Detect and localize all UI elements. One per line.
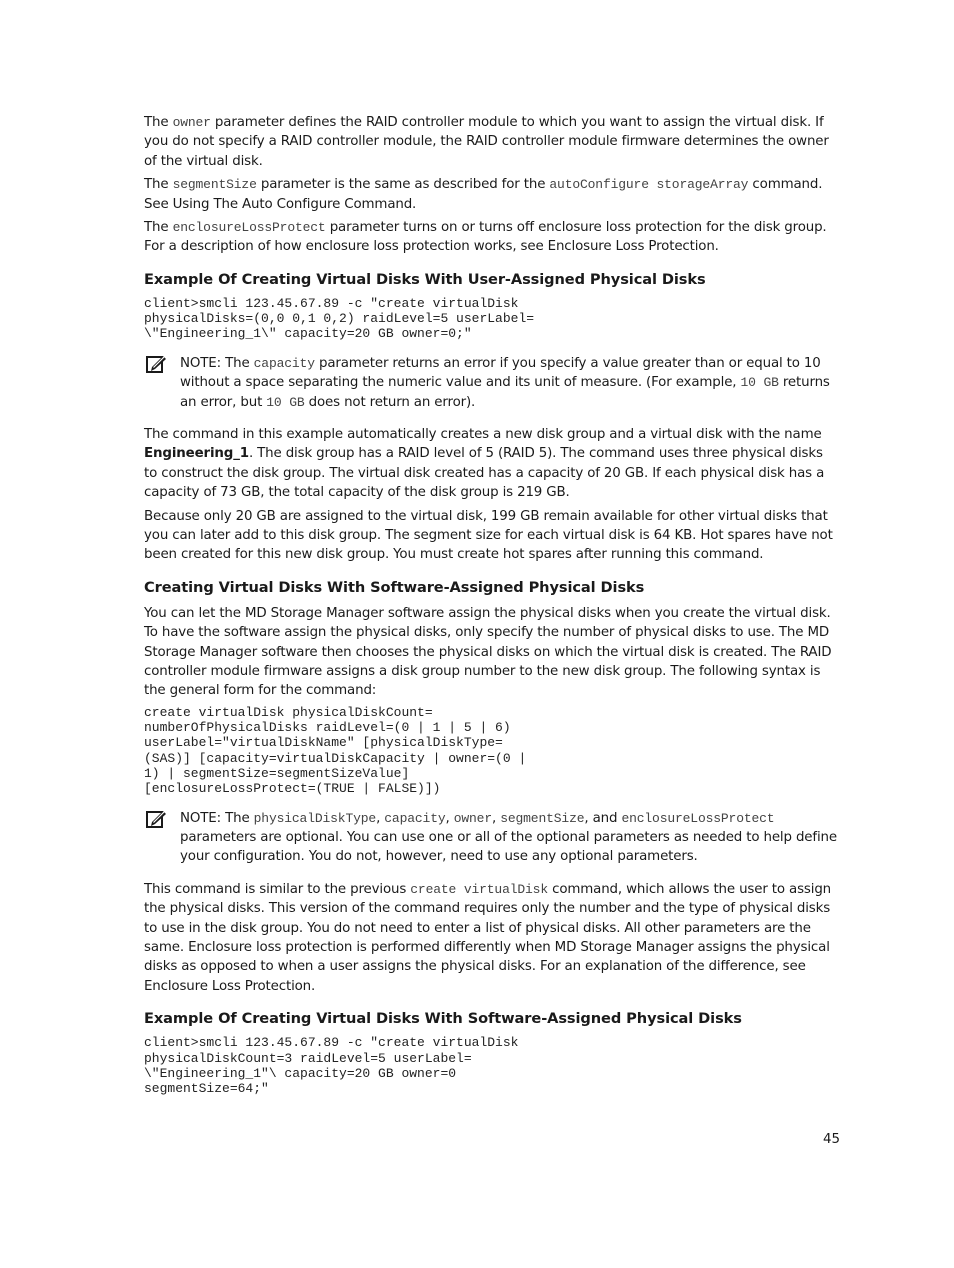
section-heading-software-assigned-example: Example Of Creating Virtual Disks With Software-Assigned Physical Disks	[144, 1010, 742, 1028]
text: parameters are optional. You can use one or all of the optional parameters as needed to help define your configuration. You do not, however, need to use any optional parameters.	[180, 830, 837, 865]
inline-code: enclosureLossProtect	[172, 220, 326, 236]
inline-code: segmentSize	[172, 177, 257, 193]
text: The command in this example automatically creates a new disk group and a virtual disk with the name	[144, 426, 822, 442]
page-number: 45	[822, 1132, 840, 1147]
inline-code: capacity	[384, 810, 446, 826]
note-pencil-icon	[146, 809, 168, 831]
section-heading-user-assigned-example: Example Of Creating Virtual Disks With User-Assigned Physical Disks	[144, 270, 706, 288]
note-text	[180, 809, 840, 867]
paragraph-segment-size	[144, 175, 840, 214]
note-pencil-icon	[146, 354, 168, 376]
text: The	[220, 810, 254, 826]
inline-code: autoConfigure storageArray	[549, 177, 749, 193]
inline-code: physicalDiskType	[253, 810, 377, 826]
paragraph-software-assigned-intro: You can let the MD Storage Manager software assign the physical disks when you create the virtual disk. To have the software assign the physical disks, only specify the number of physical disks to use. The MD Storage Manager software then chooses the physical disks on which the virtual disk is created. The RAID controller module firmware assigns a disk group number to the new disk group. The following syntax is the general form for the command:	[144, 605, 832, 699]
note-optional-parameters	[144, 809, 840, 867]
paragraph-owner	[144, 113, 840, 171]
bold-text: Engineering_1	[144, 446, 249, 462]
text: parameter defines the RAID controller module to which you want to assign the virtual disk. If you do not specify a RAID controller module, the RAID controller module firmware determines the owner of the virtual disk.	[144, 115, 829, 169]
text: returns an error, but	[180, 375, 830, 410]
text: This command is similar to the previous	[144, 881, 411, 897]
text: ,	[491, 810, 501, 826]
section-heading-software-assigned: Creating Virtual Disks With Software-Assigned Physical Disks	[144, 578, 645, 596]
inline-code: capacity	[253, 355, 315, 371]
text: , and	[584, 810, 622, 826]
text: ,	[376, 810, 385, 826]
text: parameter is the same as described for the	[256, 177, 550, 193]
note-capacity	[144, 354, 840, 412]
text: command. See Using The Auto Configure Command.	[144, 177, 823, 212]
note-label: NOTE:	[180, 810, 221, 826]
text: parameter turns on or turns off enclosure loss protection for the disk group. For a description of how enclosure loss protection works, see Enclosure Loss Protection.	[144, 220, 827, 255]
text: does not return an error).	[304, 394, 476, 410]
text: ,	[445, 810, 454, 826]
text: parameter returns an error if you specify a value greater than or equal to 10 without a space separating the numeric value and its unit of measure. (For example,	[180, 355, 821, 391]
inline-code: 10 GB	[740, 375, 779, 391]
code-block-software-assigned: client>smcli 123.45.67.89 -c "create virtualDisk physicalDiskCount=3 raidLevel=5 userLabel= \"Engineering_1"\ capacity=20 GB owner=0 segmentSize=64;"	[144, 1035, 519, 1097]
code-block-syntax: create virtualDisk physicalDiskCount= numberOfPhysicalDisks raidLevel=(0 | 1 | 5 | 6) userLabel="virtualDiskName" [physicalDiskType= (SAS)] [capacity=virtualDiskCapacity | owner=(0 | 1) | segmentSize=segmentSizeValue] [enclosureLossProtect=(TRUE | FALSE)])	[144, 704, 527, 797]
text: The	[144, 220, 173, 236]
inline-code: owner	[172, 115, 211, 130]
paragraph-similar-command	[144, 880, 840, 996]
page-content	[144, 113, 840, 1105]
inline-code: 10 GB	[266, 394, 305, 410]
note-text	[180, 354, 840, 412]
inline-code: create virtualDisk	[410, 881, 548, 897]
paragraph-enclosure-loss	[144, 218, 840, 257]
code-block-user-assigned: client>smcli 123.45.67.89 -c "create virtualDisk physicalDisks=(0,0 0,1 0,2) raidLevel=5 userLabel= \"Engineering_1\" capacity=20 GB owner=0;"	[144, 295, 535, 342]
text: . The disk group has a RAID level of 5 (RAID 5). The command uses three physical disks to construct the disk group. The virtual disk created has a capacity of 20 GB. If each physical disk has a capacity of 73 GB, the total capacity of the disk group is 219 GB.	[144, 446, 825, 501]
text: The	[144, 177, 173, 193]
note-label: NOTE:	[180, 355, 221, 371]
text: The	[144, 115, 173, 130]
inline-code: owner	[453, 810, 492, 826]
inline-code: enclosureLossProtect	[621, 810, 775, 826]
paragraph-example-explanation	[144, 425, 840, 503]
text: command, which allows the user to assign the physical disks. This version of the command requires only the number and the type of physical disks to use in the disk group. You do not need to enter a list of physical disks. All other parameters are the same. Enclosure loss protection is performed differently when MD Storage Manager assigns the physical disks as opposed to when a user assigns the physical disks. For an explanation of the difference, see Enclosure Loss Protection.	[144, 881, 832, 994]
inline-code: segmentSize	[500, 810, 585, 826]
paragraph-remaining-capacity: Because only 20 GB are assigned to the virtual disk, 199 GB remain available for other virtual disks that you can later add to this disk group. The segment size for each virtual disk is 64 KB. Hot spares have not been created for this new disk group. You must create hot spares after running this command.	[144, 508, 833, 563]
text: The	[220, 355, 254, 371]
